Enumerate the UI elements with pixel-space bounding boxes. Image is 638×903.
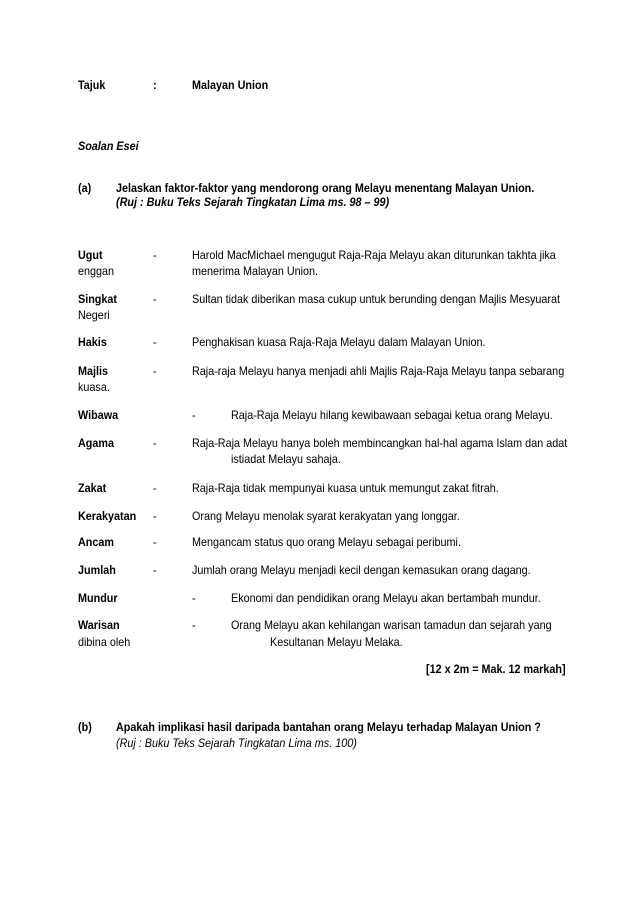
question-b-number: (b)	[78, 720, 92, 734]
point-text: Harold MacMichael mengugut Raja-Raja Melayu akan diturunkan takhta jika	[192, 248, 556, 262]
point-text: Raja-Raja Melayu hilang kewibawaan sebagai ketua orang Melayu.	[231, 408, 553, 422]
point-text: Ekonomi dan pendidikan orang Melayu akan bertambah mundur.	[231, 591, 541, 605]
point-key: Majlis	[78, 364, 109, 378]
point-key: Agama	[78, 436, 115, 450]
section-title: Soalan Esei	[78, 139, 139, 153]
point-text: Orang Melayu menolak syarat kerakyatan yang longgar.	[192, 509, 460, 523]
point-text-continuation: menerima Malayan Union.	[192, 264, 319, 278]
point-key: Ugut	[78, 248, 103, 262]
point-text: Orang Melayu akan kehilangan warisan tamadun dan sejarah yang	[231, 618, 552, 632]
point-text: Penghakisan kuasa Raja-Raja Melayu dalam Malayan Union.	[192, 335, 486, 349]
question-b-text: Apakah implikasi hasil daripada bantahan orang Melayu terhadap Malayan Union ?	[116, 720, 541, 734]
point-dash: -	[192, 618, 196, 632]
point-key: Singkat	[78, 292, 118, 306]
point-dash: -	[153, 364, 157, 378]
point-dash: -	[153, 481, 157, 495]
point-dash: -	[153, 535, 157, 549]
point-key: Kerakyatan	[78, 509, 137, 523]
point-dash: -	[153, 292, 157, 306]
title-value: Malayan Union	[192, 78, 269, 92]
point-dash: -	[153, 436, 157, 450]
point-dash: -	[192, 408, 196, 422]
point-dash: -	[153, 509, 157, 523]
point-key: Jumlah	[78, 563, 116, 577]
point-key-continuation: kuasa.	[78, 380, 110, 394]
point-text: Sultan tidak diberikan masa cukup untuk berunding dengan Majlis Mesyuarat	[192, 292, 561, 306]
title-label: Tajuk	[78, 78, 106, 92]
point-dash: -	[192, 591, 196, 605]
question-a-text: Jelaskan faktor-faktor yang mendorong orang Melayu menentang Malayan Union.	[116, 181, 535, 195]
point-text-continuation: Kesultanan Melayu Melaka.	[270, 635, 403, 649]
point-text-continuation: istiadat Melayu sahaja.	[231, 452, 341, 466]
point-key: Hakis	[78, 335, 107, 349]
point-key-continuation: Negeri	[78, 308, 110, 322]
point-key-continuation: enggan	[78, 264, 115, 278]
question-a-reference: (Ruj : Buku Teks Sejarah Tingkatan Lima ms. 98 – 99)	[116, 195, 390, 209]
point-key: Ancam	[78, 535, 115, 549]
point-text: Raja-Raja Melayu hanya boleh membincangkan hal-hal agama Islam dan adat	[192, 436, 568, 450]
point-key: Mundur	[78, 591, 118, 605]
point-dash: -	[153, 248, 157, 262]
question-a-number: (a)	[78, 181, 92, 195]
point-key: Zakat	[78, 481, 107, 495]
point-dash: -	[153, 335, 157, 349]
point-text: Raja-Raja tidak mempunyai kuasa untuk memungut zakat fitrah.	[192, 481, 499, 495]
title-colon: :	[153, 78, 157, 92]
point-text: Jumlah orang Melayu menjadi kecil dengan kemasukan orang dagang.	[192, 563, 531, 577]
point-key: Wibawa	[78, 408, 119, 422]
question-b-reference: (Ruj : Buku Teks Sejarah Tingkatan Lima ms. 100)	[116, 736, 357, 750]
point-key-continuation: dibina oleh	[78, 635, 131, 649]
point-key: Warisan	[78, 618, 120, 632]
point-dash: -	[153, 563, 157, 577]
point-text: Raja-raja Melayu hanya menjadi ahli Majlis Raja-Raja Melayu tanpa sebarang	[192, 364, 565, 378]
marks-allocation: [12 x 2m = Mak. 12 markah]	[426, 662, 566, 676]
point-text: Mengancam status quo orang Melayu sebagai peribumi.	[192, 535, 461, 549]
